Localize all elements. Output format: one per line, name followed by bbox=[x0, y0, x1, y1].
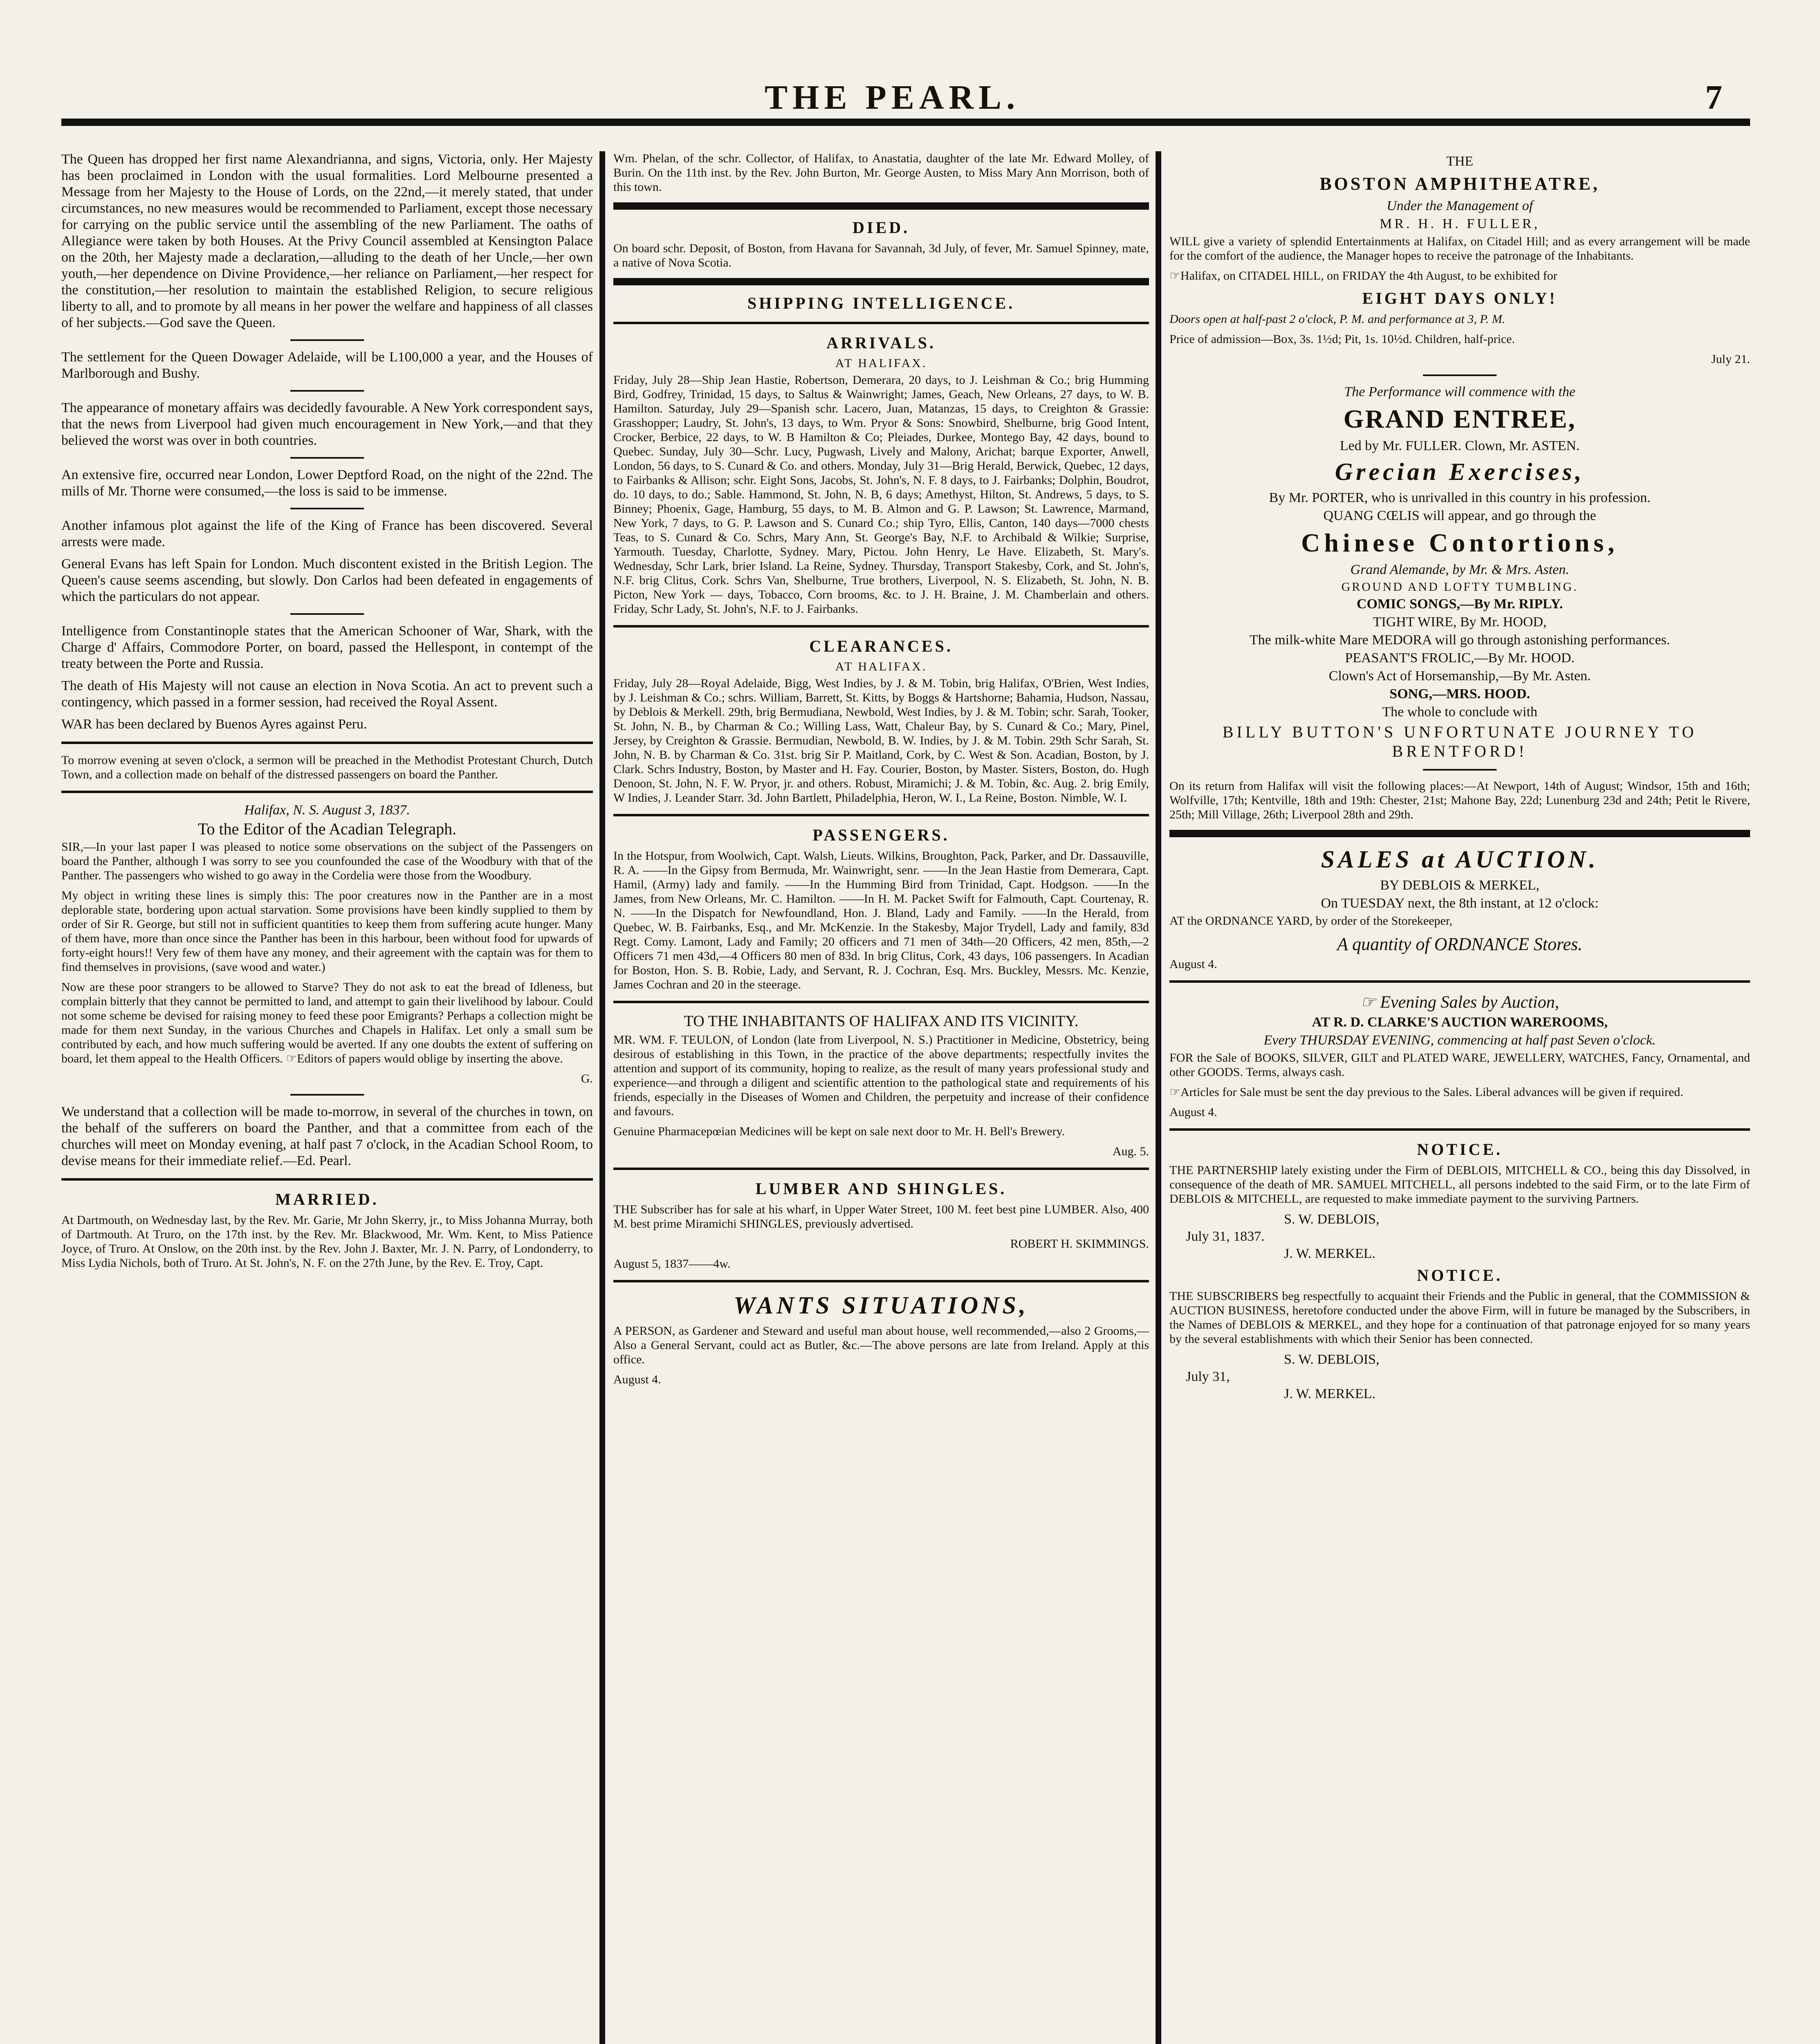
teulon-medicines: Genuine Pharmacepœian Medicines will be kept on sale next door to Mr. H. Bell's Brewery. bbox=[613, 1125, 1065, 1138]
lumber-date: August 5, 1837——4w. bbox=[613, 1257, 731, 1271]
notice-heading: NOTICE. bbox=[1417, 1140, 1503, 1159]
signature: S. W. DEBLOIS, bbox=[1284, 1212, 1380, 1227]
article-evans: General Evans has left Spain for London. Much discontent existed in the British Legion. The Queen's cause seems ascending, but slowly. Don Carlos had been defeated in engagements of which the particulars do not appear. bbox=[61, 556, 593, 604]
married-heading: MARRIED. bbox=[275, 1190, 379, 1208]
ordnance-stores: A quantity of ORDNANCE Stores. bbox=[1337, 934, 1583, 954]
subscribers-notice: THE SUBSCRIBERS beg respectfully to acquaint their Friends and the Public in general, that the COMMISSION & AUCTION BUSINESS, heretofore conducted under the above Firm, will in future be managed by the Subscribers, in the Names of DEBLOIS & MERKEL, and they hope for a continuation of that patronage enjoyed for so many years by the several establishments with which their Senior has been connected. bbox=[1169, 1289, 1750, 1346]
divider bbox=[1169, 830, 1750, 837]
eight-days: EIGHT DAYS ONLY! bbox=[1362, 289, 1557, 307]
teulon-heading: TO THE INHABITANTS OF HALIFAX AND ITS VICINITY. bbox=[684, 1013, 1079, 1030]
divider bbox=[613, 322, 1149, 324]
married-continued: Wm. Phelan, of the schr. Collector, of Halifax, to Anastatia, daughter of the late Mr. Edward Molley, of Burin. On the 11th inst. by the Rev. John Burton, Mr. George Austen, to Miss Mary Ann Morrison, both of this town. bbox=[613, 152, 1149, 194]
teulon-date: Aug. 5. bbox=[1112, 1145, 1149, 1158]
amphitheatre-heading: BOSTON AMPHITHEATRE, bbox=[1320, 174, 1600, 194]
divider bbox=[613, 814, 1149, 816]
doors-open: Doors open at half-past 2 o'clock, P. M. and performance at 3, P. M. bbox=[1169, 312, 1506, 326]
arrivals-heading: ARRIVALS. bbox=[826, 334, 936, 352]
billy-button: BILLY BUTTON'S UNFORTUNATE JOURNEY TO BRENTFORD! bbox=[1222, 723, 1697, 760]
comic-songs: COMIC SONGS,—By Mr. RIPLY. bbox=[1356, 596, 1563, 612]
died-heading: DIED. bbox=[852, 218, 910, 237]
divider bbox=[61, 791, 593, 793]
amphitheatre-management: Under the Management of bbox=[1387, 198, 1533, 213]
masthead-rule bbox=[61, 119, 1750, 126]
letter-paragraph: My object in writing these lines is simply this: The poor creatures now in the Panther are in a most deplorable state, bordering upon actual starvation. Some provisions have been kindly supplied to them by order of Sir R. George, but still not in sufficient quantities to keep them from suffering acute hunger. Many of them have, more than once since the Panther has been in this harbour, been without food for upwards of forty-eight hours!! Very few of them have any money, and their agreement with the captain was for them to find themselves in provisions, (save wood and water.) bbox=[61, 889, 593, 974]
arrivals-subheading: AT HALIFAX. bbox=[835, 356, 927, 370]
amphitheatre-intro: WILL give a variety of splendid Entertainments at Halifax, on Citadel Hill; and as every arrangement will be made for the comfort of the audience, the Manager hopes to receive the patronage of the Inhabitants. bbox=[1169, 235, 1750, 262]
the-label: THE bbox=[1446, 154, 1474, 169]
song-line: SONG,—MRS. HOOD. bbox=[1389, 686, 1530, 702]
clearances-list: Friday, July 28—Royal Adelaide, Bigg, West Indies, by J. & M. Tobin, brig Halifax, O'Brien, West Indies, by J. Leishman & Co.; schrs. William, Barrett, St. Kitts, by Boggs & Hartshorne; Bahamia, Hudson, Nassau, by Deblois & Merkell. 29th, brig Bermudiana, Newbold, West Indies, by J. & M. Tobin; schr. Sarah, Tooker, St. John, N. B., by Charman & Co.; Willing Lass, Watt, Chaleur Bay, by S. Cunard & Co.; Mary, Pinel, Jersey, by Creighton & Grassie. Bermudian, Newbold, B. W. Indies, by J. & M. Tobin. 29th Schr Sarah, St. John, N. B. by Charman & Co. 31st. brig Sir P. Maitland, Cork, by C. West & Son. Acadian, Boston, by J. Clark. Schrs Industry, Boston, by Master and H. Fay. Courier, Boston, by Master. Sisters, Boston, do. Hugh Denoon, St. John, N. F. W. Pryor, jr. and others. Robust, Miramichi; J. & M. Tobin, &c. Aug. 2. brig Emily, W Indies, J. Leander Starr. 3d. John Bartlett, Philadelphia, Heron, W. I., La Reine, Boston. Nimble, W. I. bbox=[613, 677, 1149, 805]
article-war: WAR has been declared by Buenos Ayres against Peru. bbox=[61, 717, 367, 732]
lumber-signature: ROBERT H. SKIMMINGS. bbox=[1010, 1237, 1149, 1251]
performance-intro: The Performance will commence with the bbox=[1344, 384, 1575, 399]
auction-date: August 4. bbox=[1169, 957, 1217, 971]
clearances-heading: CLEARANCES. bbox=[809, 637, 953, 655]
divider bbox=[1169, 1128, 1750, 1131]
dateline: Halifax, N. S. August 3, 1837. bbox=[244, 802, 410, 818]
tour-schedule: On its return from Halifax will visit the following places:—At Newport, 14th of August; Windsor, 15th and 16th; Wolfville, 17th; Kentville, 18th and 19th: Chester, 21st; Mahone Bay, 22d; Lunenburg 23d and 24th; Petit le Rivere, 25th; Mill Village, 26th; Liverpool 28th and 29th. bbox=[1169, 779, 1750, 821]
chinese-contortions: Chinese Contortions, bbox=[1301, 528, 1619, 557]
letter-paragraph: SIR,—In your last paper I was pleased to notice some observations on the subject of the Passengers on board the Panther, although I was sorry to see you counfounded the case of the Woodbury with that of the Panther. The passengers who wished to go away in the Cordelia were those from the Woodbury. bbox=[61, 840, 593, 882]
letter-paragraph: Now are these poor strangers to be allowed to Starve? They do not ask to eat the bread of Idleness, but complain bitterly that they cannot be permitted to land, and attempt to gain their livelihood by labour. Could not some scheme be devised for raising money to feed these poor Emigrants? Perhaps a collection might be made for them next Sunday, in the various Churches and Chapels in Halifax. Let only a small sum be contributed by each, and how much suffering would be averted. If any one doubts the extent of suffering on board, let them appeal to the Health Officers. ☞Editors of papers would oblige by inserting the above. bbox=[61, 980, 593, 1065]
column-1 bbox=[61, 151, 593, 2044]
column-rule bbox=[599, 151, 605, 2044]
evening-date: August 4. bbox=[1169, 1105, 1217, 1119]
divider bbox=[613, 1001, 1149, 1003]
notice-heading: NOTICE. bbox=[1417, 1266, 1503, 1284]
masthead bbox=[0, 69, 1820, 151]
divider bbox=[613, 202, 1149, 210]
shipping-heading: SHIPPING INTELLIGENCE. bbox=[747, 294, 1015, 312]
grecian-exercises: Grecian Exercises, bbox=[1335, 458, 1585, 485]
divider bbox=[1169, 980, 1750, 983]
led-by: Led by Mr. FULLER. Clown, Mr. ASTEN. bbox=[1340, 438, 1580, 453]
divider bbox=[290, 613, 364, 615]
lumber-advert: THE Subscriber has for sale at his wharf, in Upper Water Street, 100 M. feet best pine LUMBER. Also, 400 M. best prime Miramichi SHINGLES, previously advertised. bbox=[613, 1203, 1149, 1230]
notice-date: July 31, bbox=[1186, 1369, 1230, 1384]
amphitheatre-manager: MR. H. H. FULLER, bbox=[1380, 216, 1540, 231]
lumber-heading: LUMBER AND SHINGLES. bbox=[755, 1179, 1007, 1198]
tuesday-line: On TUESDAY next, the 8th instant, at 12 o'clock: bbox=[1321, 896, 1599, 911]
page-number: 7 bbox=[1705, 78, 1722, 117]
wants-advert: A PERSON, as Gardener and Steward and useful man about house, well recommended,—also 2 Grooms,—Also a General Servant, could act as Butler, &c.—The above persons are late from Ireland. Apply at this office. bbox=[613, 1324, 1149, 1366]
divider bbox=[61, 1178, 593, 1181]
article-queen: The Queen has dropped her first name Alexandrianna, and signs, Victoria, only. Her Majesty has been proclaimed in London with the usual formalities. Lord Melbourne presented a Message from her Majesty to the House of Lords, on the 22nd,—it merely stated, that under circumstances, no new measures would be recommended to Parliament, except those necessary for carrying on the public service until the assembling of the new Parliament. The oaths of Allegiance were taken by both Houses. At the Privy Council assembled at Kensington Palace on the 20th, her Majesty made a declaration,—alluding to the death of her Uncle,—her own youth,—her dependence on Divine Providence,—her reliance on Parliament,—her respect for the constitution,—her resolution to maintain the established Religion, to secure religious liberty to all, and to promote by all means in her power the welfare and happiness of all classes of her subjects.—God save the Queen. bbox=[61, 152, 593, 330]
porter-line: By Mr. PORTER, who is unrivalled in this country in his profession. bbox=[1269, 490, 1651, 505]
married-notices: At Dartmouth, on Wednesday last, by the Rev. Mr. Garie, Mr John Skerry, jr., to Miss Johanna Murray, both of Dartmouth. At Truro, on the 17th inst. by the Rev. Mr. Blackwood, Mr. Wm. Kent, to Miss Patience Joyce, of Truro. At Onslow, on the 20th inst. by the Rev. John J. Baxter, Mr. J. N. Parry, of Londonderry, to Miss Lydia Nichols, both of Truro. At St. John's, N. F. on the 27th June, by the Rev. E. Troy, Capt. bbox=[61, 1213, 593, 1270]
grand-entree: GRAND ENTREE, bbox=[1343, 404, 1576, 433]
divider bbox=[613, 625, 1149, 628]
quang-line: QUANG CŒLIS will appear, and go through the bbox=[1323, 508, 1596, 523]
admission-price: Price of admission—Box, 3s. 1½d; Pit, 1s. 10½d. Children, half-price. bbox=[1169, 332, 1515, 346]
column-2 bbox=[613, 151, 1149, 2044]
article-constantinople: Intelligence from Constantinople states that the American Schooner of War, Shark, with the Charge d' Affairs, Commodore Porter, on board, passed the Hellespont, in contempt of the treaty between the Porte and Russia. bbox=[61, 623, 593, 671]
signature: J. W. MERKEL. bbox=[1284, 1246, 1376, 1261]
article-plot: Another infamous plot against the life of the King of France has been discovered. Several arrests were made. bbox=[61, 518, 593, 549]
peasants-frolic: PEASANT'S FROLIC,—By Mr. HOOD. bbox=[1345, 650, 1575, 666]
sales-heading: SALES at AUCTION. bbox=[1321, 846, 1599, 873]
column-rule bbox=[1156, 151, 1161, 2044]
wants-heading: WANTS SITUATIONS, bbox=[734, 1292, 1029, 1319]
article-monetary: The appearance of monetary affairs was decidedly favourable. A New York correspondent says, that the news from Liverpool had given much encouragement in New York,—and that they believed the worst was over in both countries. bbox=[61, 400, 593, 448]
article-fire: An extensive fire, occurred near London, Lower Deptford Road, on the night of the 22nd. The mills of Mr. Thorne were consumed,—the loss is said to be immense. bbox=[61, 467, 593, 499]
ordnance-yard: AT the ORDNANCE YARD, by order of the Storekeeper, bbox=[1169, 914, 1453, 928]
tight-wire: TIGHT WIRE, By Mr. HOOD, bbox=[1373, 614, 1547, 630]
evening-sales: ☞ Evening Sales by Auction, bbox=[1360, 993, 1559, 1012]
divider bbox=[613, 278, 1149, 285]
articles-note: ☞Articles for Sale must be sent the day previous to the Sales. Liberal advances will be given if required. bbox=[1169, 1085, 1683, 1099]
divider bbox=[613, 1280, 1149, 1282]
masthead-title: THE PEARL. bbox=[765, 78, 1020, 117]
article-adelaide: The settlement for the Queen Dowager Adelaide, will be L100,000 a year, and the Houses of Marlborough and Bushy. bbox=[61, 350, 593, 381]
divider bbox=[290, 1094, 364, 1096]
column-3 bbox=[1169, 151, 1750, 2044]
divider bbox=[1423, 769, 1497, 771]
article-election: The death of His Majesty will not cause an election in Nova Scotia. An act to prevent such a contingency, which passed in a former session, had received the Royal Assent. bbox=[61, 678, 593, 710]
divider bbox=[61, 742, 593, 744]
partnership-notice: THE PARTNERSHIP lately existing under the Firm of DEBLOIS, MITCHELL & CO., being this day Dissolved, in consequence of the death of MR. SAMUEL MITCHELL, all persons indebted to the said Firm, or to the late Firm of DEBLOIS & MITCHELL, are requested to make immediate payment to the surviving Partners. bbox=[1169, 1163, 1750, 1206]
grand-alemande: Grand Alemande, by Mr. & Mrs. Asten. bbox=[1350, 562, 1569, 577]
article-collection: We understand that a collection will be made to-morrow, in several of the churches in town, on the behalf of the sufferers on board the Panther, and that a committee from each of the churches will meet on Monday evening, at half past 7 o'clock, in the Acadian School Room, to devise means for their immediate relief.—Ed. Pearl. bbox=[61, 1104, 593, 1168]
clowns-act: Clown's Act of Horsemanship,—By Mr. Asten. bbox=[1329, 668, 1591, 684]
deblois-merkel: BY DEBLOIS & MERKEL, bbox=[1380, 878, 1539, 893]
price-date: July 21. bbox=[1711, 352, 1750, 366]
signature: J. W. MERKEL. bbox=[1284, 1386, 1376, 1401]
conclude-line: The whole to conclude with bbox=[1382, 704, 1537, 719]
tumbling: GROUND AND LOFTY TUMBLING. bbox=[1341, 580, 1578, 594]
letter-signature: G. bbox=[581, 1072, 593, 1085]
medora: The milk-white Mare MEDORA will go through astonishing performances. bbox=[1249, 632, 1670, 648]
arrivals-list: Friday, July 28—Ship Jean Hastie, Robertson, Demerara, 20 days, to J. Leishman & Co.; brig Humming Bird, Godfrey, Trinidad, 15 days, to Saltus & Wainwright; James, Geach, New Orleans, 27 days, to W. B. Hamilton. Saturday, July 29—Spanish schr. Lacero, Juan, Matanzas, 15 days, to Creighton & Grassie: Grasshopper; Laudry, St. John's, 13 days, to Wm. Pryor & Sons: Snowbird, Shelburne, brig Good Intent, Crocker, Berbice, 22 days, to W. B Hamilton & Co; Pleiades, Durkee, Montego Bay, 42 days, bound to Quebec. Sunday, July 30—Schr. Lucy, Pugwash, Lively and Malony, Arichat; barque Exporter, Anwell, London, 56 days, to S. Cunard & Co. and others. Monday, July 31—Brig Herald, Berwick, Quebec, 12 days, to Fairbanks & Allison; schr. Eight Sons, Jacobs, St. John's, N. F. 8 days, to J. Fairbanks; Dolphin, Boudrot, do. 10 days, to do.; Sable. Hammond, St. John, N. B, 6 days; Amethyst, Hilton, St. Andrews, 5 days, to S. Binney; Phoenix, Gage, Hamburg, 55 days, to M. B. Almon and G. P. Lawson; St. Lawrence, Marmand, New York, 7 days, to G. P. Lawson and S. Cunard Co.; ship Tyro, Ellis, Canton, 140 days—7000 chests Teas, to S. Cunard & Co. Schrs, Mary Ann, St. George's Bay, N.F. to Archibald & Wilkie; Surprise, Yarmouth. Tuesday, Charlotte, Sydney. Mary, Pictou. John Henry, Le Have. Elizabeth, St. Mary's. Wednesday, Schr Lark, brier Island. La Reine, Sydney. Thursday, Transport Stakesby, Cork, and St. John's, N.F. brig Clitus, Cork. Schrs Van, Shelburne, True brothers, Liverpool, N. S. Elizabeth, St. John, N. B. Picton, New York — days, Tobacco, Corn brooms, &c. to J. H. Braine, J. M. Chamberlain and others. Friday, Schr Lady, St. John's, N.F. to J. Fairbanks. bbox=[613, 373, 1149, 616]
divider bbox=[1423, 374, 1497, 376]
clarke-warerooms: AT R. D. CLARKE'S AUCTION WAREROOMS, bbox=[1312, 1015, 1608, 1030]
divider bbox=[613, 1168, 1149, 1170]
signature: S. W. DEBLOIS, bbox=[1284, 1352, 1380, 1367]
article-sermon: To morrow evening at seven o'clock, a sermon will be preached in the Methodist Protestant Church, Dutch Town, and a collection made on behalf of the distressed passengers on board the Panther. bbox=[61, 753, 593, 781]
divider bbox=[290, 390, 364, 392]
died-notice: On board schr. Deposit, of Boston, from Havana for Savannah, 3d July, of fever, Mr. Samuel Spinney, mate, a native of Nova Scotia. bbox=[613, 242, 1149, 269]
thursday-evening: Every THURSDAY EVENING, commencing at half past Seven o'clock. bbox=[1263, 1033, 1656, 1048]
clearances-subheading: AT HALIFAX. bbox=[835, 660, 927, 673]
wants-date: August 4. bbox=[613, 1373, 661, 1386]
notice-date: July 31, 1837. bbox=[1186, 1229, 1265, 1244]
passengers-list: In the Hotspur, from Woolwich, Capt. Walsh, Lieuts. Wilkins, Broughton, Pack, Parker, and Dr. Dassauville, R. A. ——In the Gipsy from Bermuda, Mr. Wainwright, senr. ——In the Jean Hastie from Demerara, Capt. Hamil, (Army) lady and family. ——In the Humming Bird from Trinidad, Capt. Hodgson. ——In the James, from New Orleans, Mr. C. Hamilton. ——In H. M. Packet Swift for Falmouth, Capt. Courtenay, R. N. ——In the Dispatch for Newfoundland, Hon. J. Bland, Lady and Family. ——In the Herald, from Quebec, W. B. Fairbanks, Esq., and Mr. McKenzie. In the Stakesby, Major Trydell, Lady and family, 83d Regt. Comy. Lamont, Lady and Family; 20 officers and 71 men of 34th—20 Officers, 42 men, 85th,—2 Officers 71 men 43d,—4 Officers 80 men of 83d. In brig Clitus, Cork, 43 days, 106 passengers. In Acadian for Boston, Hon. S. B. Robie, Lady, and Servant, R. J. Cochran, Esq. Mrs. Buckley, Messrs. Mc. Kenzie, James Cochran and 20 in the steerage. bbox=[613, 849, 1149, 991]
divider bbox=[290, 508, 364, 509]
divider bbox=[290, 339, 364, 341]
divider bbox=[290, 457, 364, 459]
teulon-advert: MR. WM. F. TEULON, of London (late from Liverpool, N. S.) Practitioner in Medicine, Obstetricy, being desirous of establishing in this Town, in the practice of the above departments; respectfully invites the attention and support of its community, hoping to realize, as the result of many years professional study and experience—and through a diligent and scientific attention to the pathological state and requirements of his friends, especially in the Diseases of Women and Children, the perpetuity and increase of their confidence and favours. bbox=[613, 1033, 1149, 1118]
books-advert: FOR the Sale of BOOKS, SILVER, GILT and PLATED WARE, JEWELLERY, WATCHES, Fancy, Ornamental, and other GOODS. Terms, always cash. bbox=[1169, 1051, 1750, 1079]
amphitheatre-schedule: ☞Halifax, on CITADEL HILL, on FRIDAY the 4th August, to be exhibited for bbox=[1169, 269, 1557, 282]
letter-heading: To the Editor of the Acadian Telegraph. bbox=[197, 820, 457, 838]
passengers-heading: PASSENGERS. bbox=[812, 826, 950, 844]
